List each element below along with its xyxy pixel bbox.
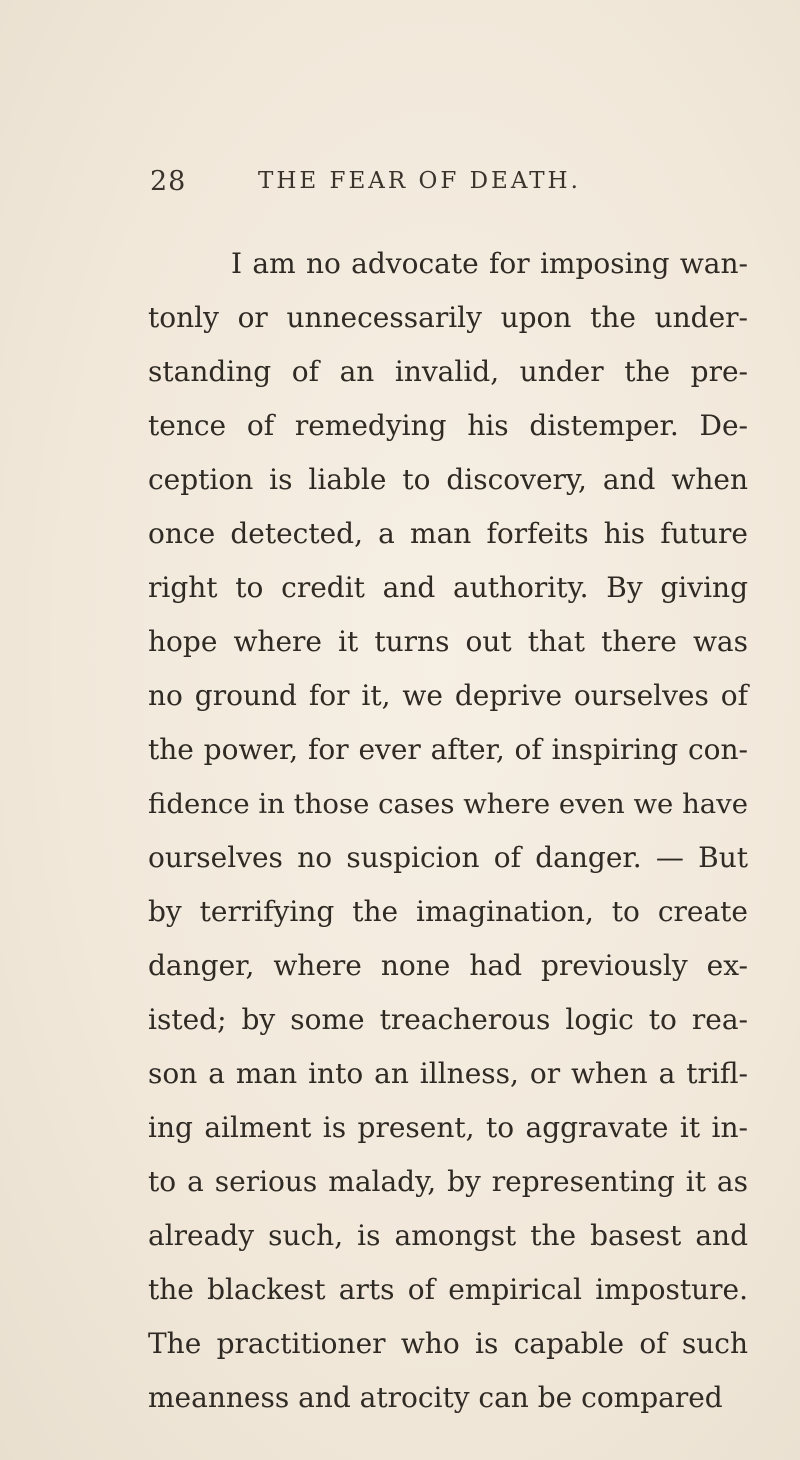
running-head: [0, 166, 800, 206]
text-line: ing ailment is present, to aggravate it in-: [148, 1111, 748, 1144]
text-line: danger, where none had previously ex-: [148, 949, 748, 982]
text-line: no ground for it, we deprive ourselves of: [148, 679, 748, 712]
text-line: right to credit and authority. By giving: [148, 571, 748, 604]
text-line: the power, for ever after, of inspiring con-: [148, 733, 748, 766]
text-line: once detected, a man forfeits his future: [148, 517, 748, 550]
text-line: already such, is amongst the basest and: [148, 1219, 748, 1252]
text-line: fidence in those cases where even we have: [148, 788, 748, 820]
text-line: The practitioner who is capable of such: [148, 1327, 748, 1360]
text-line: tonly or unnecessarily upon the under-: [148, 301, 748, 334]
running-title: THE FEAR OF DEATH.: [258, 168, 581, 194]
text-line: isted; by some treacherous logic to rea-: [148, 1003, 748, 1036]
text-line: ception is liable to discovery, and when: [148, 463, 748, 496]
page-number: 28: [150, 166, 187, 197]
text-line: meanness and atrocity can be compared: [148, 1381, 723, 1414]
text-line: tence of remedying his distemper. De-: [148, 409, 748, 442]
body-text: [148, 237, 748, 1425]
text-line: son a man into an illness, or when a trifl-: [148, 1057, 748, 1090]
text-line: hope where it turns out that there was: [148, 625, 748, 658]
text-line: ourselves no suspicion of danger. — But: [148, 841, 748, 874]
text-line: standing of an invalid, under the pre-: [148, 355, 748, 388]
text-line: by terrifying the imagination, to create: [148, 895, 748, 928]
text-line: I am no advocate for imposing wan-: [231, 247, 748, 280]
text-line: the blackest arts of empirical imposture.: [148, 1273, 748, 1306]
text-line: to a serious malady, by representing it as: [148, 1165, 748, 1198]
